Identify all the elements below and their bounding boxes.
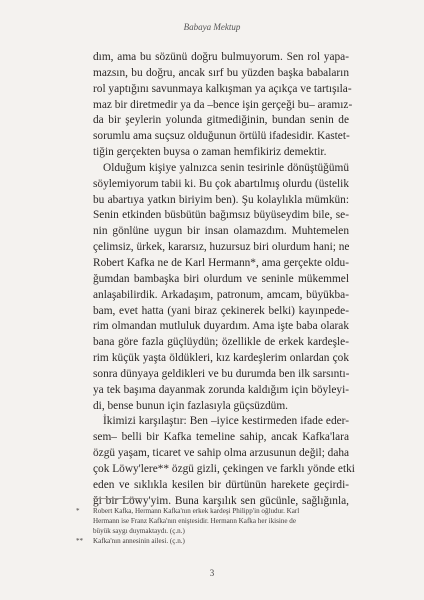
text-line: söylemiyorum tabii ki. Bu çok abartılmış olurdu (üstelik bbox=[93, 177, 349, 190]
text-line: bu abartıya yatkın biriyim ben). Şu kolaylıkla mümkün: bbox=[93, 193, 349, 206]
text-line: ya tek başıma dayanmak zorunda kaldığım için böyleyi- bbox=[93, 383, 349, 396]
paragraph-start-line: Olduğum kişiye yalnızca senin tesirinle dönüştüğümü bbox=[103, 161, 349, 174]
text-line: çok Löwy'lere** özgü gizli, çekingen ve farklı yönde etki bbox=[93, 462, 355, 475]
running-head: Babaya Mektup bbox=[183, 22, 241, 32]
text-line: anlaşabilirdik. Arkadaşım, patronum, amcam, büyükba- bbox=[93, 288, 349, 301]
footnote-line bbox=[76, 506, 352, 516]
text-line: ği bir Löwy'yim. Buna karşılık sen gücünle, sağlığınla, bbox=[93, 494, 349, 507]
text-line: da bir şeylerin yolunda gitmediğinin, bundan senin de bbox=[93, 114, 349, 127]
footnote-text: Robert Kafka, Hermann Kafka'nın erkek kardeşi Philipp'in oğludur. Karl bbox=[93, 507, 300, 515]
footnote-line: Hermann ise Franz Kafka'nın eniştesidir. Hermann Kafka her ikisine de bbox=[93, 517, 296, 526]
text-line: özgü yaşam, ticaret ve sahip olma arzusunun değil; daha bbox=[93, 447, 350, 460]
text-line: mazsın, bu doğru, ancak sırf bu yüzden başka babaların bbox=[93, 66, 349, 79]
paragraph-start-line: İkimizi karşılaştır: Ben –iyice kestirmeden ifade eder- bbox=[103, 415, 349, 428]
page-number: 3 bbox=[209, 568, 215, 578]
footnotes bbox=[76, 506, 352, 546]
text-line: sorumlu ama suçsuz olduğunun örtülü ifadesidir. Kastet- bbox=[93, 130, 350, 143]
footnote-marker: * bbox=[76, 507, 80, 515]
text-line: sem– belli bir Kafka temeline sahip, ancak Kafka'lara bbox=[93, 431, 349, 444]
text-line: rim küçük yaşta öldükleri, kız kardeşlerim onlardan çok bbox=[93, 352, 349, 365]
text-line: eden ve sıklıkla kesilen bir dürtünün harekete geçirdi- bbox=[93, 478, 349, 491]
text-line: dım, ama bu sözünü doğru bulmuyorum. Sen rol yapa- bbox=[93, 51, 349, 63]
text-line: tiğin gerçekten buysa o zaman hemfikiriz demektir. bbox=[93, 146, 327, 159]
text-line: sonra dünyaya geldikleri ve bu durumda ben ilk sarsıntı- bbox=[93, 367, 350, 380]
text-line: maz bir diretmedir ya da –bence işin gerçeği bu– aramız- bbox=[93, 98, 353, 111]
footnote-divider bbox=[93, 498, 141, 499]
text-line: bana göre fazla güçlüydün; özellikle de erkek kardeşle- bbox=[93, 336, 349, 349]
text-line: Robert Kafka ne de Karl Hermann*, ama gerçekte oldu- bbox=[93, 256, 349, 269]
footnote-text: Kafka'nın annesinin ailesi. (ç.n.) bbox=[93, 537, 185, 546]
text-line: ğumdan bambaşka biri olurdum ve seninle mükemmel bbox=[93, 272, 349, 285]
text-line: rol yaptığını savunmaya kalkışman ya açıkça ve tartışıla- bbox=[93, 82, 352, 95]
body-text bbox=[93, 50, 355, 509]
text-line: çelimsiz, ürkek, kararsız, huzursuz biri olurdum hani; ne bbox=[93, 241, 350, 254]
footnote-marker: ** bbox=[76, 537, 84, 546]
footnote-line bbox=[76, 536, 352, 546]
footnote-line: büyük saygı duymaktaydı. (ç.n.) bbox=[93, 527, 185, 536]
text-line: bam, evet hatta (yani biraz çekinerek belki) kayınpede- bbox=[93, 304, 349, 317]
text-line: Senin etkinden büsbütün bağımsız büyüseydim bile, se- bbox=[93, 209, 349, 222]
text-line: di, bense bunun için fazlasıyla güçsüzdüm. bbox=[93, 399, 288, 412]
text-line: nin gönlüne uygun bir insan olamazdım. Muhtemelen bbox=[93, 225, 349, 238]
text-line: rim olmandan mutluluk duyardım. Ama işte baba olarak bbox=[93, 320, 349, 333]
